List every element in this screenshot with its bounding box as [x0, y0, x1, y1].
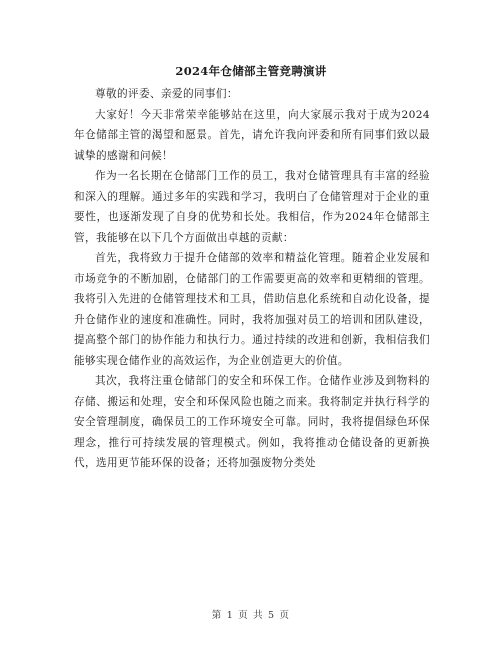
salutation: 尊敬的评委、亲爱的同事们： — [95, 88, 238, 100]
paragraph-efficiency: 首先，我将致力于提升仓储部的效率和精益化管理。随着企业发展和市场竞争的不断加剧，仓储部门的工作需要更高的效率和更精细的管理。我将引入先进的仓储管理技术和工具，借助信息化系统和自动化设备，提升仓储作业的速度和准确性。同时，我将加强对员工的培训和团队建设，提高整个部门的协作能力和执行力。通过持续的改进和创新，我相信我们能够实现仓储作业的高效运作，为企业创造更大的价值。 — [74, 252, 430, 367]
document-title: 2024年仓储部主管竞聘演讲 — [175, 64, 327, 78]
paragraph-greeting: 大家好！今天非常荣幸能够站在这里，向大家展示我对于成为2024年仓储部主管的渴望和愿景。首先，请允许我向评委和所有同事们致以最诚挚的感谢和问候！ — [74, 108, 430, 162]
document-body — [74, 84, 430, 474]
page-number-footer: 第 1 页 共 5 页 — [211, 610, 291, 621]
paragraph-experience: 作为一名长期在仓储部门工作的员工，我对仓储管理具有丰富的经验和深入的理解。通过多年的实践和学习，我明白了仓储管理对于企业的重要性，也逐渐发现了自身的优势和长处。我相信，作为2024年仓储部主管，我能够在以下几个方面做出卓越的贡献： — [74, 170, 430, 244]
paragraph-safety: 其次，我将注重仓储部门的安全和环保工作。仓储作业涉及到物料的存储、搬运和处理，安全和环保风险也随之而来。我将制定并执行科学的安全管理制度，确保员工的工作环境安全可靠。同时，我将提倡绿色环保理念，推行可持续发展的管理模式。例如，我将推动仓储设备的更新换代，选用更节能环保的设备；还将加强废物分类处 — [74, 375, 430, 469]
